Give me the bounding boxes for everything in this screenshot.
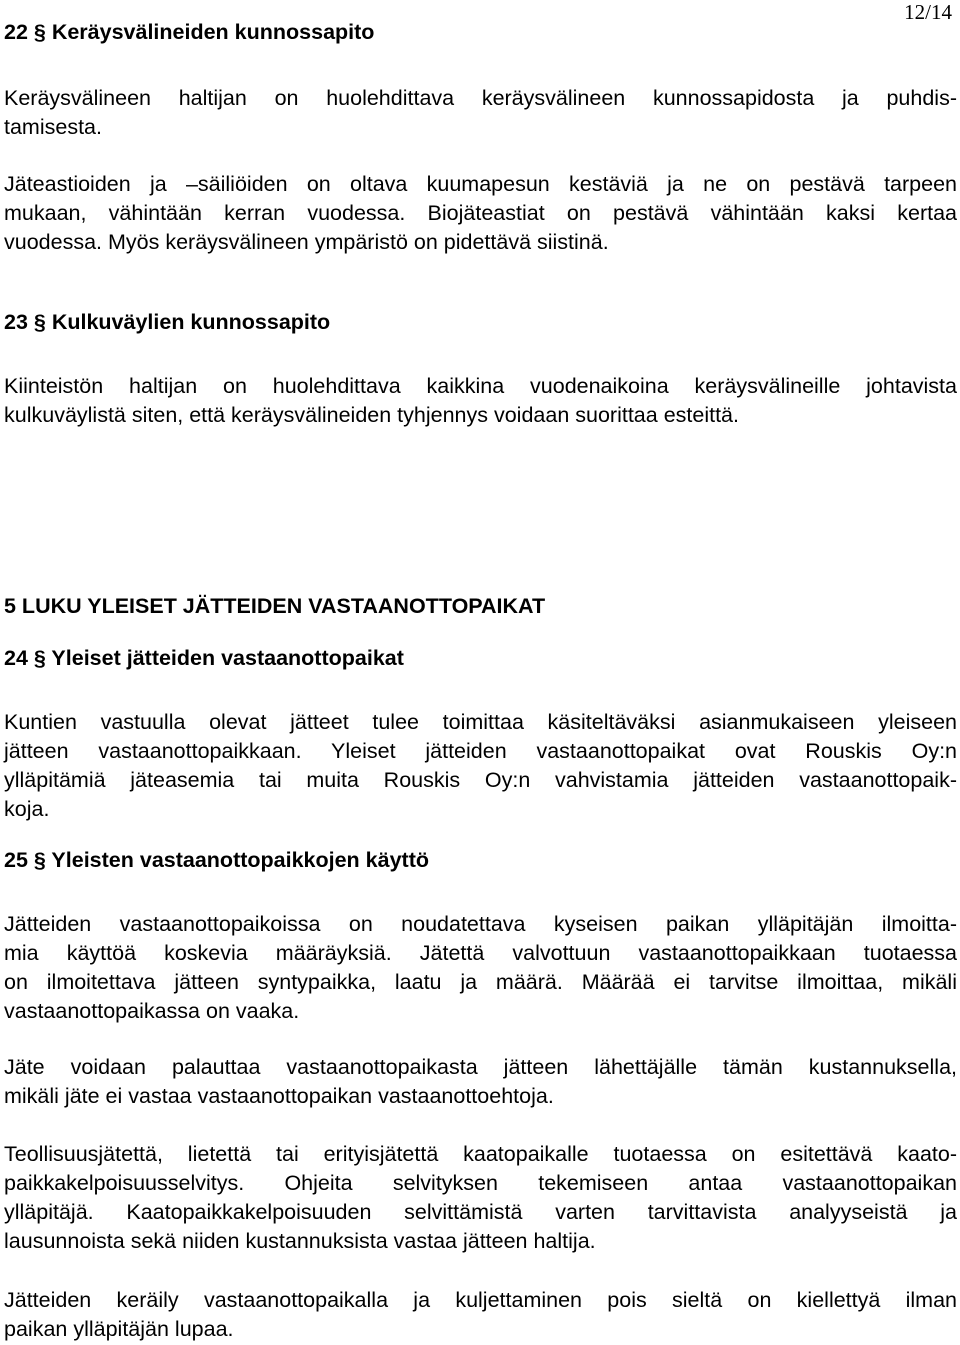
paragraph-line: Kuntien vastuulla olevat jätteet tulee toimittaa käsiteltäväksi asianmukaiseen yleiseen <box>4 710 957 734</box>
section-heading-22: 22 § Keräysvälineiden kunnossapito <box>4 20 375 44</box>
paragraph <box>4 1053 957 1111</box>
paragraph-line: Jätteiden keräily vastaanottopaikalla ja kuljettaminen pois sieltä on kiellettyä ilman <box>4 1288 957 1312</box>
paragraph-line: paikkakelpoisuusselvitys. Ohjeita selvityksen tekemiseen antaa vastaanottopaikan <box>4 1171 957 1195</box>
paragraph <box>4 1286 957 1344</box>
page-number: 12/14 <box>904 0 952 24</box>
paragraph-line: kulkuväylistä siten, että keräysvälineiden tyhjennys voidaan suorittaa esteittä. <box>4 403 739 427</box>
paragraph-line: Kiinteistön haltijan on huolehdittava kaikkina vuodenaikoina keräysvälineille johtavista <box>4 374 957 398</box>
paragraph <box>4 1140 957 1256</box>
chapter-heading-5: 5 LUKU YLEISET JÄTTEIDEN VASTAANOTTOPAIKAT <box>4 594 546 618</box>
paragraph-line: vuodessa. Myös keräysvälineen ympäristö on pidettävä siistinä. <box>4 230 609 254</box>
paragraph-line: Jäteastioiden ja –säiliöiden on oltava kuumapesun kestäviä ja ne on pestävä tarpeen <box>4 172 957 196</box>
paragraph-line: ylläpitämiä jäteasemia tai muita Rouskis Oy:n vahvistamia jätteiden vastaanottopaik- <box>4 768 957 792</box>
paragraph-line: Jätteiden vastaanottopaikoissa on noudatettava kyseisen paikan ylläpitäjän ilmoitta- <box>4 912 957 936</box>
paragraph <box>4 708 957 824</box>
paragraph <box>4 170 957 257</box>
section-heading-23: 23 § Kulkuväylien kunnossapito <box>4 310 331 334</box>
paragraph-line: mikäli jäte ei vastaa vastaanottopaikan vastaanottoehtoja. <box>4 1084 554 1108</box>
paragraph-line: vastaanottopaikassa on vaaka. <box>4 999 300 1023</box>
paragraph <box>4 372 957 430</box>
paragraph-line: jätteen vastaanottopaikkaan. Yleiset jätteiden vastaanottopaikat ovat Rouskis Oy:n <box>4 739 957 763</box>
paragraph-line: mia käyttöä koskevia määräyksiä. Jätettä valvottuun vastaanottopaikkaan tuotaessa <box>4 941 957 965</box>
paragraph <box>4 910 957 1026</box>
paragraph-line: Jäte voidaan palauttaa vastaanottopaikasta jätteen lähettäjälle tämän kustannuksella, <box>4 1055 957 1079</box>
paragraph-line: ylläpitäjä. Kaatopaikkakelpoisuuden selvittämistä varten tarvittavista analyyseistä ja <box>4 1200 957 1224</box>
paragraph-line: lausunnoista sekä niiden kustannuksista vastaa jätteen haltija. <box>4 1229 596 1253</box>
section-heading-25: 25 § Yleisten vastaanottopaikkojen käyttö <box>4 848 429 872</box>
paragraph-line: mukaan, vähintään kerran vuodessa. Biojäteastiat on pestävä vähintään kaksi kertaa <box>4 201 957 225</box>
paragraph-line: koja. <box>4 797 50 821</box>
paragraph <box>4 84 957 142</box>
paragraph-line: Teollisuusjätettä, lietettä tai erityisjätettä kaatopaikalle tuotaessa on esitettävä kaato- <box>4 1142 957 1166</box>
section-heading-24: 24 § Yleiset jätteiden vastaanottopaikat <box>4 646 404 670</box>
paragraph-line: tamisesta. <box>4 115 102 139</box>
paragraph-line: paikan ylläpitäjän lupaa. <box>4 1317 234 1341</box>
paragraph-line: Keräysvälineen haltijan on huolehdittava keräysvälineen kunnossapidosta ja puhdis- <box>4 86 957 110</box>
paragraph-line: on ilmoitettava jätteen syntypaikka, laatu ja määrä. Määrää ei tarvitse ilmoittaa, mikäli <box>4 970 957 994</box>
